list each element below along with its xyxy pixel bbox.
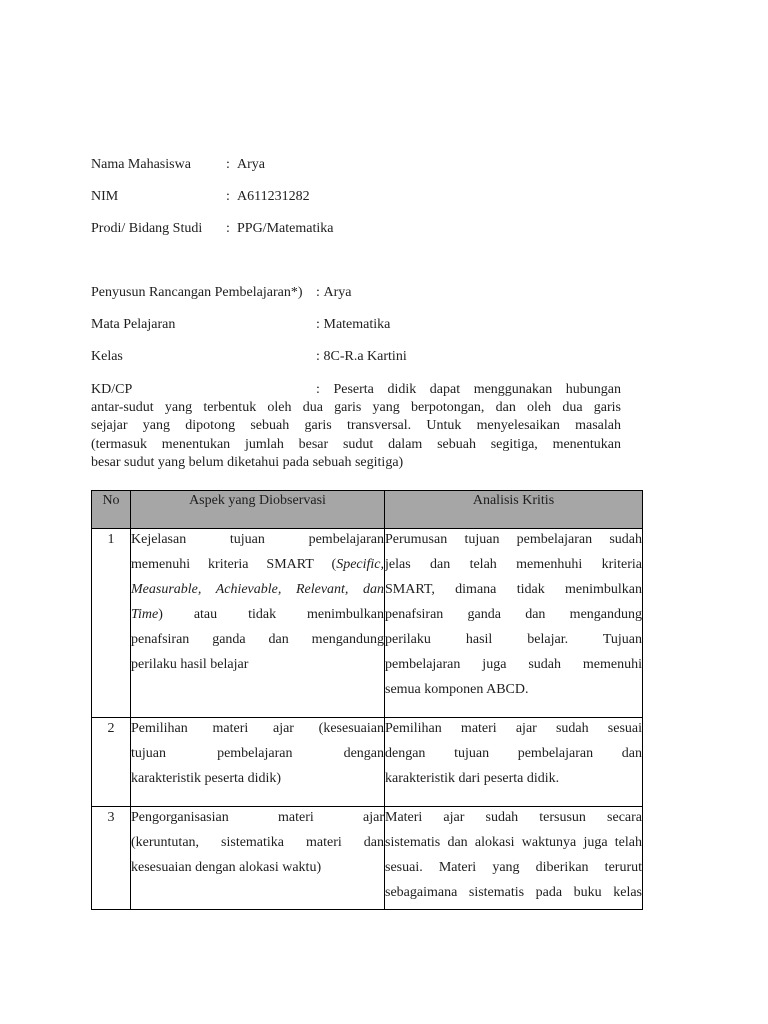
row-number: 3 [107, 809, 115, 825]
table-row [92, 717, 643, 806]
info-label: KD/CP [91, 381, 133, 397]
student-name-row [91, 149, 643, 181]
blank-spacer [91, 245, 643, 277]
text-line: Pemilihan materi ajar (kesesuaian [131, 720, 384, 736]
text-line: kesesuaian dengan alokasi waktu) [131, 859, 322, 875]
analysis-text [385, 805, 642, 905]
text-line: semua komponen ABCD. [385, 681, 529, 697]
info-value: Arya [323, 285, 352, 300]
text-line: besar sudut yang belum diketahui pada sebuah segitiga) [91, 455, 404, 471]
kd-cp-first-line [91, 380, 621, 399]
table-header-analysis: Analisis Kritis [385, 490, 643, 528]
info-value: 8C-R.a Kartini [323, 349, 407, 364]
plan-class-row [91, 341, 643, 373]
italic-text: Time [131, 606, 159, 622]
text-line [131, 577, 384, 602]
info-separator: : [226, 157, 230, 172]
row-number-cell [92, 806, 131, 909]
text-line: perilaku hasil belajar [131, 656, 249, 672]
table-header-no: No [92, 490, 131, 528]
text-line: Pengorganisasian materi ajar [131, 809, 384, 825]
info-label: Penyusun Rancangan Pembelajaran*) [91, 285, 303, 300]
text-segment: ) atau tidak menimbulkan [158, 606, 384, 622]
info-separator: : [226, 189, 230, 204]
kd-cp-continuation [91, 399, 621, 473]
row-number-cell [92, 528, 131, 717]
text-segment: memenuhi kriteria SMART ( [131, 556, 337, 572]
analysis-text [385, 716, 642, 791]
info-label: Prodi/ Bidang Studi [91, 221, 203, 236]
text-line: (termasuk menentukan jumlah besar sudut dalam sebuah segitiga, menentukan [91, 436, 621, 452]
analysis-cell [385, 528, 643, 717]
info-label: Mata Pelajaran [91, 317, 176, 332]
info-value: Matematika [323, 317, 391, 332]
plan-subject-row [91, 309, 643, 341]
text-line: sistematis dan alokasi waktunya juga telah [385, 834, 642, 850]
italic-text: Measurable, Achievable, Relevant, dan [131, 581, 384, 597]
table-row [92, 528, 643, 717]
row-number: 2 [107, 720, 115, 736]
text-line: Materi ajar sudah tersusun secara [385, 809, 642, 825]
info-value: A611231282 [237, 189, 310, 204]
text-line: karakteristik dari peserta didik. [385, 770, 560, 786]
text-line: Pemilihan materi ajar sudah sesuai [385, 720, 642, 736]
document-content [91, 149, 643, 910]
kd-cp-value [316, 380, 621, 399]
kd-cp-paragraph [91, 380, 621, 473]
info-separator: : [316, 285, 320, 300]
text-line: dengan tujuan pembelajaran dan [385, 745, 642, 761]
info-label: NIM [91, 189, 119, 204]
student-info [91, 149, 643, 245]
info-separator: : [316, 349, 320, 364]
table-header-aspect: Aspek yang Diobservasi [131, 490, 385, 528]
text-line: sesuai. Materi yang diberikan terurut [385, 859, 642, 875]
info-label: Kelas [91, 349, 123, 364]
text-line: penafsiran ganda dan mengandung [385, 606, 642, 622]
aspect-cell [131, 528, 385, 717]
text-line: sejajar yang dipotong sebuah garis transversal. Untuk menyelesaikan masalah [91, 418, 621, 434]
analysis-text [385, 527, 642, 702]
info-separator: : [316, 381, 320, 397]
aspect-text [131, 716, 384, 791]
aspect-text [131, 805, 384, 880]
info-separator: : [316, 317, 320, 332]
info-separator: : [226, 221, 230, 236]
text-line: Perumusan tujuan pembelajaran sudah [385, 531, 642, 547]
plan-author-row [91, 277, 643, 309]
table-header-row [92, 490, 643, 528]
table-row [92, 806, 643, 909]
text-line: tujuan pembelajaran dengan [131, 745, 384, 761]
text-line: jelas dan telah memenhuhi kriteria [385, 556, 642, 572]
analysis-cell [385, 806, 643, 909]
observation-table [91, 490, 643, 910]
student-program-row [91, 213, 643, 245]
info-value: Arya [237, 157, 265, 172]
text-line: karakteristik peserta didik) [131, 770, 282, 786]
text-line: (keruntutan, sistematika materi dan [131, 834, 384, 850]
text-line: penafsiran ganda dan mengandung [131, 631, 384, 647]
aspect-cell [131, 717, 385, 806]
text-line: perilaku hasil belajar. Tujuan [385, 631, 642, 647]
text-line [131, 602, 384, 627]
text-line: sebagaimana sistematis pada buku kelas [385, 884, 642, 900]
text-line: Kejelasan tujuan pembelajaran [131, 531, 384, 547]
student-nim-row [91, 181, 643, 213]
italic-text: Specific, [336, 556, 384, 572]
info-value: PPG/Matematika [237, 221, 334, 236]
row-number-cell [92, 717, 131, 806]
text-line: antar-sudut yang terbentuk oleh dua garis yang berpotongan, dan oleh dua garis [91, 399, 621, 415]
text-line: SMART, dimana tidak menimbulkan [385, 581, 642, 597]
analysis-cell [385, 717, 643, 806]
aspect-text [131, 527, 384, 677]
aspect-cell [131, 806, 385, 909]
kd-cp-text: Peserta didik dapat menggunakan hubungan [333, 381, 622, 397]
row-number: 1 [107, 531, 115, 547]
text-line [131, 552, 384, 577]
info-label: Nama Mahasiswa [91, 157, 191, 172]
text-line: pembelajaran juga sudah memenuhi [385, 656, 642, 672]
plan-info [91, 277, 643, 373]
